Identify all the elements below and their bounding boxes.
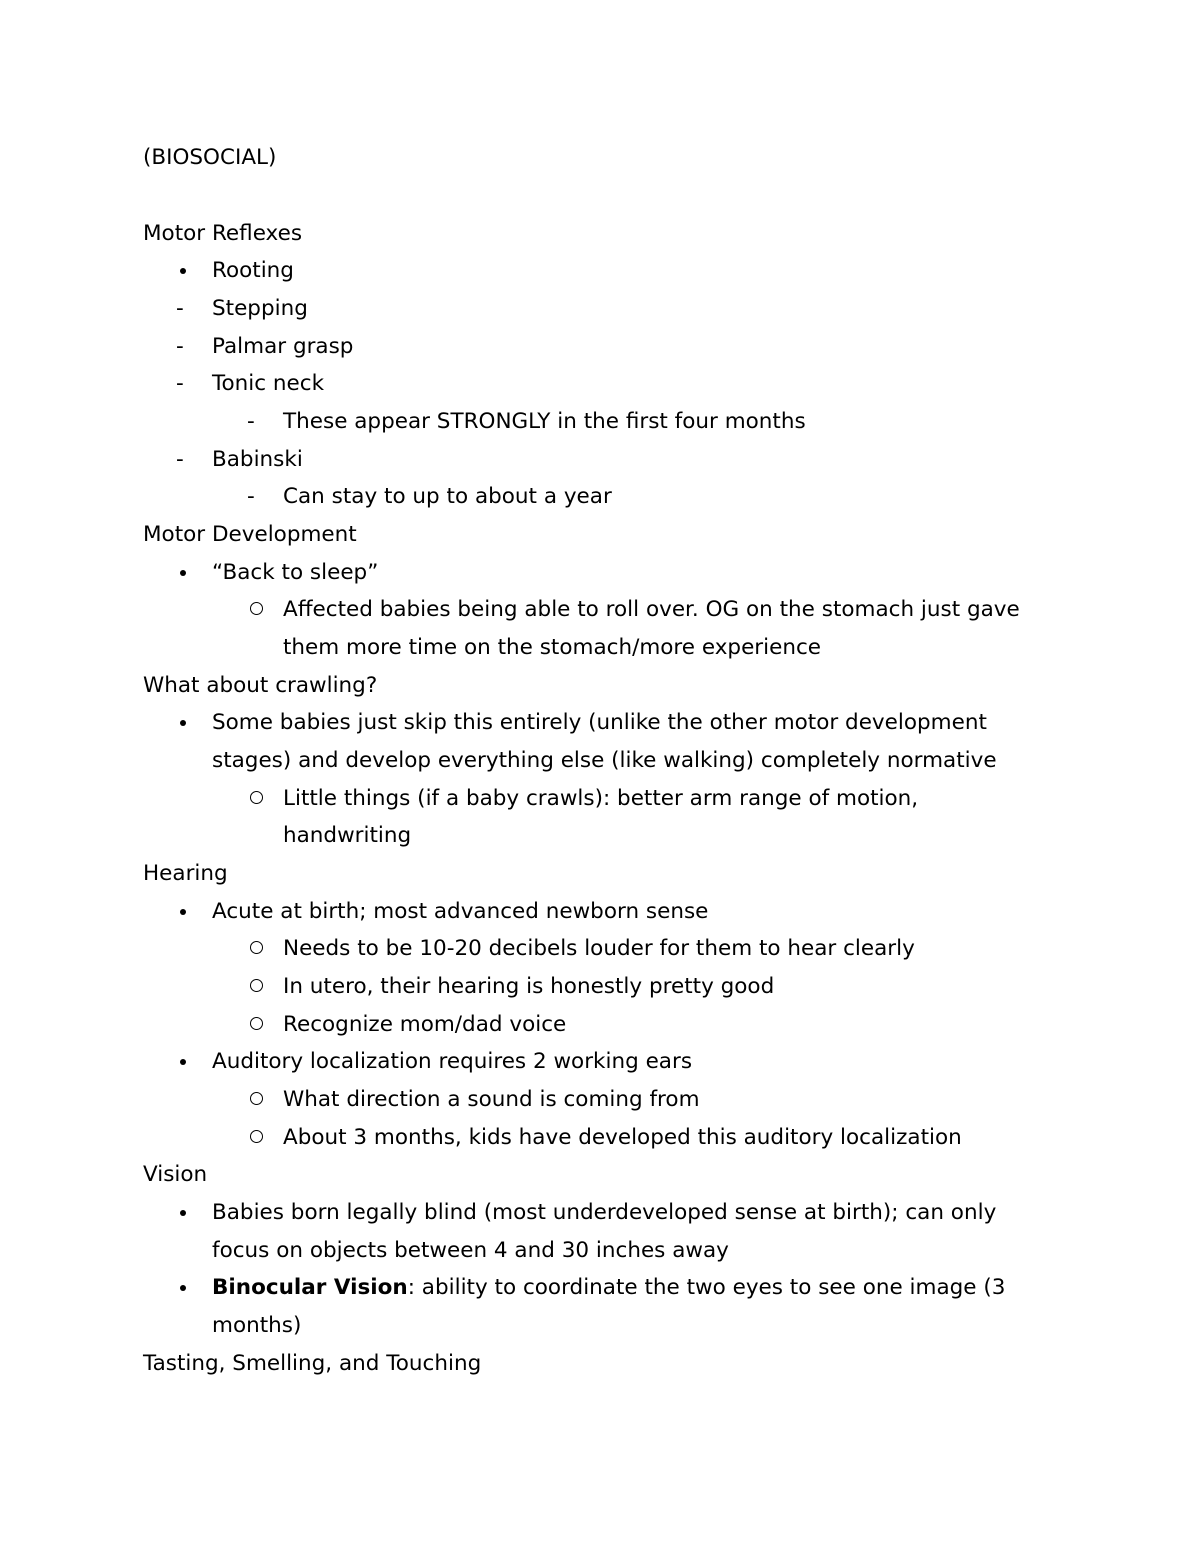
- list-item: [0, 1043, 1200, 1081]
- section-heading-line: [0, 855, 1200, 893]
- list-item-text: Babinski: [212, 447, 303, 472]
- section-heading-line: [0, 667, 1200, 705]
- list-item-text: Auditory localization requires 2 working ears: [212, 1049, 693, 1074]
- list-item-text: stages) and develop everything else (like walking) completely normative: [212, 748, 997, 773]
- bullet-icon: [180, 1285, 186, 1291]
- binocular-vision-term: Binocular Vision: [212, 1275, 408, 1300]
- list-item: [0, 478, 1200, 516]
- list-item-text: Little things (if a baby crawls): better arm range of motion,: [283, 786, 919, 811]
- circle-bullet-icon: [250, 1092, 263, 1105]
- list-item: [0, 1269, 1200, 1307]
- list-item-text: Palmar grasp: [212, 334, 354, 359]
- list-item: [0, 1081, 1200, 1119]
- senses-heading: Tasting, Smelling, and Touching: [143, 1351, 482, 1376]
- list-item-text: focus on objects between 4 and 30 inches away: [212, 1238, 729, 1263]
- list-item-text: Affected babies being able to roll over. OG on the stomach just gave: [283, 597, 1020, 622]
- dash-icon: -: [176, 296, 184, 321]
- dash-icon: -: [247, 484, 255, 509]
- list-item-continuation: [0, 629, 1200, 667]
- bullet-icon: [180, 570, 186, 576]
- dash-icon: -: [247, 409, 255, 434]
- list-item: [0, 930, 1200, 968]
- circle-bullet-icon: [250, 1017, 263, 1030]
- list-item-text: them more time on the stomach/more experience: [283, 635, 822, 660]
- document-heading-line: [0, 139, 1200, 177]
- section-heading-line: [0, 1345, 1200, 1383]
- bullet-icon: [180, 1210, 186, 1216]
- list-item-text: Can stay to up to about a year: [283, 484, 612, 509]
- list-item: [0, 403, 1200, 441]
- list-item-text: Babies born legally blind (most underdeveloped sense at birth); can only: [212, 1200, 997, 1225]
- binocular-vision-definition: : ability to coordinate the two eyes to see one image (3: [407, 1275, 1006, 1300]
- motor-reflexes-heading: Motor Reflexes: [143, 221, 303, 246]
- list-item-text: “Back to sleep”: [212, 560, 379, 585]
- list-item: [0, 968, 1200, 1006]
- list-item-continuation: [0, 1307, 1200, 1345]
- list-item: [0, 591, 1200, 629]
- list-item: [0, 780, 1200, 818]
- list-item-text: months): [212, 1313, 302, 1338]
- list-item: [0, 290, 1200, 328]
- bullet-icon: [180, 1059, 186, 1065]
- list-item-text: Stepping: [212, 296, 308, 321]
- circle-bullet-icon: [250, 1130, 263, 1143]
- crawling-heading: What about crawling?: [143, 673, 378, 698]
- list-item-text: Acute at birth; most advanced newborn sense: [212, 899, 709, 924]
- list-item-text: About 3 months, kids have developed this auditory localization: [283, 1125, 962, 1150]
- list-item: [0, 1119, 1200, 1157]
- list-item-text: Needs to be 10-20 decibels louder for them to hear clearly: [283, 936, 915, 961]
- list-item-text: Tonic neck: [212, 371, 325, 396]
- dash-icon: -: [176, 334, 184, 359]
- circle-bullet-icon: [250, 979, 263, 992]
- dash-icon: -: [176, 371, 184, 396]
- list-item-continuation: [0, 1232, 1200, 1270]
- motor-development-heading: Motor Development: [143, 522, 357, 547]
- bullet-icon: [180, 720, 186, 726]
- circle-bullet-icon: [250, 791, 263, 804]
- list-item-text: What direction a sound is coming from: [283, 1087, 700, 1112]
- list-item-text: These appear STRONGLY in the first four months: [283, 409, 806, 434]
- vision-heading: Vision: [143, 1162, 208, 1187]
- dash-icon: -: [176, 447, 184, 472]
- list-item: [0, 704, 1200, 742]
- bullet-icon: [180, 268, 186, 274]
- hearing-heading: Hearing: [143, 861, 228, 886]
- list-item-continuation: [0, 817, 1200, 855]
- list-item: [0, 1006, 1200, 1044]
- list-item: [0, 365, 1200, 403]
- section-heading-line: [0, 516, 1200, 554]
- list-item: [0, 328, 1200, 366]
- list-item: [0, 441, 1200, 479]
- circle-bullet-icon: [250, 602, 263, 615]
- list-item-text: Recognize mom/dad voice: [283, 1012, 567, 1037]
- document-heading: (BIOSOCIAL): [143, 145, 277, 170]
- circle-bullet-icon: [250, 941, 263, 954]
- list-item: [0, 252, 1200, 290]
- list-item-text: Rooting: [212, 258, 294, 283]
- list-item-text: In utero, their hearing is honestly pretty good: [283, 974, 775, 999]
- bullet-icon: [180, 909, 186, 915]
- list-item-text: Some babies just skip this entirely (unlike the other motor development: [212, 710, 987, 735]
- section-heading-line: [0, 215, 1200, 253]
- list-item: [0, 1194, 1200, 1232]
- list-item: [0, 893, 1200, 931]
- list-item: [0, 554, 1200, 592]
- section-heading-line: [0, 1156, 1200, 1194]
- list-item-text: handwriting: [283, 823, 412, 848]
- list-item-text: [212, 1269, 1005, 1307]
- list-item-continuation: [0, 742, 1200, 780]
